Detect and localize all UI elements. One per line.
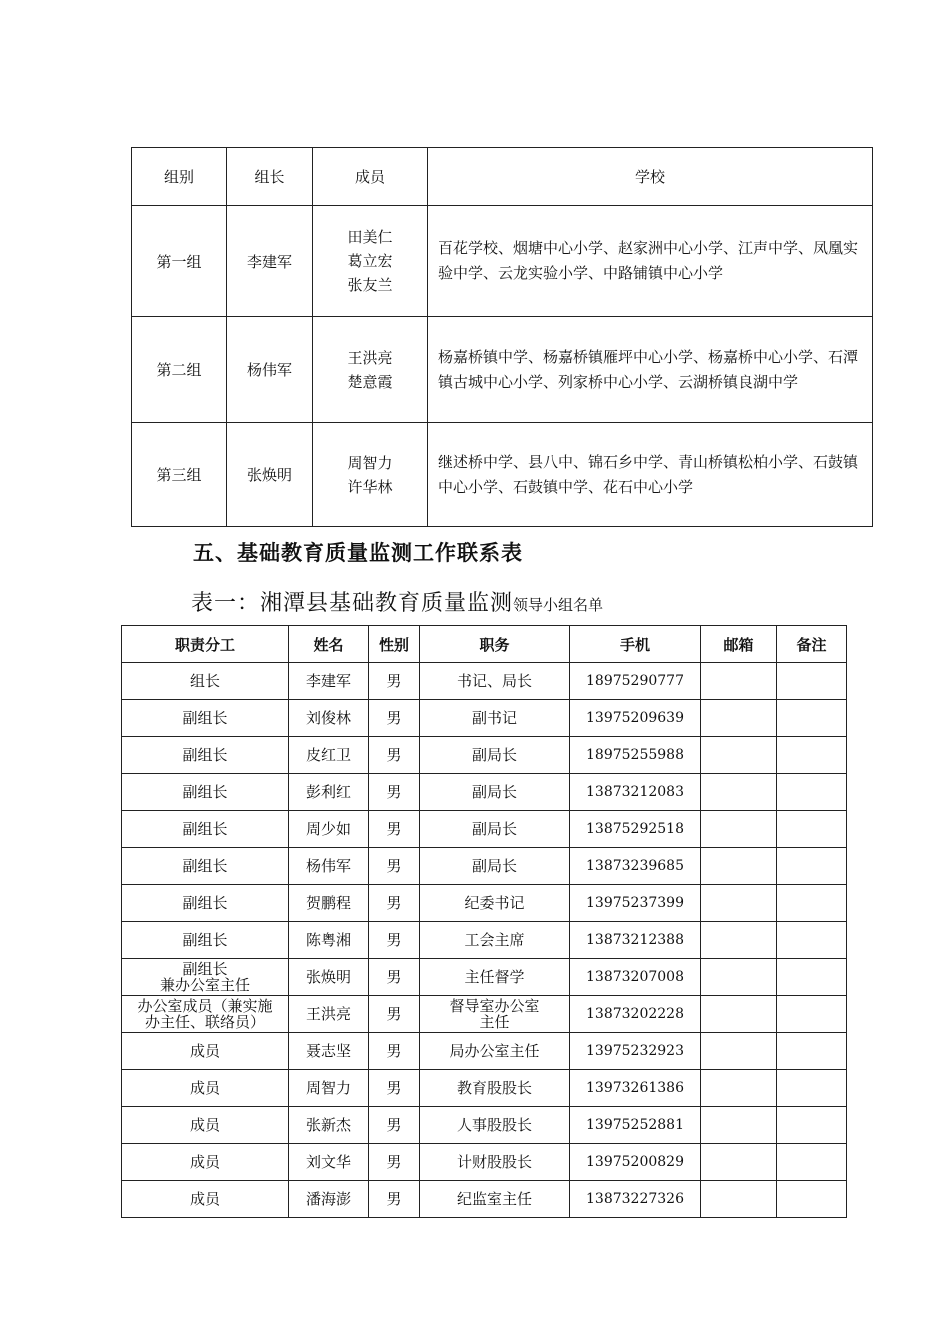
leader-cell: 张焕明 <box>227 423 313 527</box>
note-cell <box>777 1181 847 1218</box>
title-cell <box>420 922 570 959</box>
role-cell-line: 成员 <box>189 1079 220 1097</box>
phone-cell: 13975209639 <box>570 700 701 737</box>
table-caption-suffix: 领导小组名单 <box>513 596 604 614</box>
role-cell-line: 副组长 <box>182 894 228 912</box>
phone-cell: 13873202228 <box>570 996 701 1033</box>
table-row <box>132 423 873 527</box>
phone-cell: 13975200829 <box>570 1144 701 1181</box>
role-cell-line: 副组长 <box>182 783 228 801</box>
note-cell <box>777 663 847 700</box>
table-row <box>122 1144 847 1181</box>
name-cell: 张新杰 <box>289 1107 369 1144</box>
group-assignment-table <box>131 147 873 527</box>
table-row <box>122 922 847 959</box>
gender-cell: 男 <box>369 922 420 959</box>
email-cell <box>701 1070 777 1107</box>
table-row <box>132 317 873 423</box>
role-cell <box>122 737 289 774</box>
role-cell-line: 副组长 <box>182 709 228 727</box>
gender-cell: 男 <box>369 1070 420 1107</box>
role-cell-line: 成员 <box>189 1153 220 1171</box>
phone-cell: 13873212388 <box>570 922 701 959</box>
title-cell-line: 主任 <box>479 1013 510 1031</box>
role-cell <box>122 885 289 922</box>
email-cell <box>701 737 777 774</box>
role-cell-line: 副组长 <box>182 960 228 978</box>
role-cell-line: 办公室成员（兼实施 <box>137 997 273 1015</box>
table-row <box>122 848 847 885</box>
title-cell <box>420 1033 570 1070</box>
note-cell <box>777 1107 847 1144</box>
email-cell <box>701 774 777 811</box>
title-cell <box>420 700 570 737</box>
note-cell <box>777 848 847 885</box>
role-cell <box>122 959 289 996</box>
note-cell <box>777 1033 847 1070</box>
header-group: 组别 <box>132 148 227 206</box>
leader-cell: 李建军 <box>227 206 313 317</box>
role-cell-line: 副组长 <box>182 857 228 875</box>
title-cell <box>420 774 570 811</box>
title-cell <box>420 1181 570 1218</box>
role-cell-line: 副组长 <box>182 931 228 949</box>
gender-cell: 男 <box>369 959 420 996</box>
role-cell <box>122 663 289 700</box>
role-cell-line: 成员 <box>189 1116 220 1134</box>
phone-cell: 18975290777 <box>570 663 701 700</box>
title-cell <box>420 996 570 1033</box>
schools-cell: 百花学校、烟塘中心小学、赵家洲中心小学、江声中学、凤凰实验中学、云龙实验小学、中路铺镇中心小学 <box>428 206 873 317</box>
title-cell <box>420 811 570 848</box>
role-cell-line: 成员 <box>189 1042 220 1060</box>
table-caption <box>191 586 603 617</box>
name-cell: 王洪亮 <box>289 996 369 1033</box>
header-note: 备注 <box>777 626 847 663</box>
table-header-row <box>132 148 873 206</box>
title-cell <box>420 663 570 700</box>
phone-cell: 13873212083 <box>570 774 701 811</box>
table-row <box>122 700 847 737</box>
name-cell: 潘海澎 <box>289 1181 369 1218</box>
title-cell-line: 督导室办公室 <box>449 997 540 1015</box>
phone-cell: 13975252881 <box>570 1107 701 1144</box>
title-cell-line: 副局长 <box>471 783 517 801</box>
table-row <box>122 996 847 1033</box>
table-row <box>122 811 847 848</box>
role-cell-line: 副组长 <box>182 746 228 764</box>
gender-cell: 男 <box>369 1144 420 1181</box>
phone-cell: 13975232923 <box>570 1033 701 1070</box>
note-cell <box>777 811 847 848</box>
members-cell <box>313 206 428 317</box>
table-row <box>122 959 847 996</box>
note-cell <box>777 959 847 996</box>
table-row <box>122 885 847 922</box>
members-cell <box>313 423 428 527</box>
header-title: 职务 <box>420 626 570 663</box>
member-name: 王洪亮 <box>347 348 393 367</box>
email-cell <box>701 663 777 700</box>
phone-cell: 13973261386 <box>570 1070 701 1107</box>
title-cell-line: 纪监室主任 <box>456 1190 532 1208</box>
name-cell: 周智力 <box>289 1070 369 1107</box>
title-cell <box>420 848 570 885</box>
email-cell <box>701 885 777 922</box>
role-cell-line: 兼办公室主任 <box>159 976 250 994</box>
role-cell-line: 成员 <box>189 1190 220 1208</box>
email-cell <box>701 1107 777 1144</box>
table-row <box>122 1107 847 1144</box>
title-cell-line: 教育股股长 <box>456 1079 532 1097</box>
phone-cell: 13875292518 <box>570 811 701 848</box>
section-heading: 五、基础教育质量监测工作联系表 <box>193 541 523 565</box>
table-row <box>122 774 847 811</box>
role-cell <box>122 1033 289 1070</box>
header-members: 成员 <box>313 148 428 206</box>
role-cell-line: 副组长 <box>182 820 228 838</box>
table-row <box>122 1181 847 1218</box>
email-cell <box>701 922 777 959</box>
title-cell <box>420 1144 570 1181</box>
gender-cell: 男 <box>369 1033 420 1070</box>
role-cell <box>122 774 289 811</box>
table-row <box>122 737 847 774</box>
group-cell: 第二组 <box>132 317 227 423</box>
phone-cell: 18975255988 <box>570 737 701 774</box>
note-cell <box>777 996 847 1033</box>
schools-cell: 继述桥中学、县八中、锦石乡中学、青山桥镇松柏小学、石鼓镇中心小学、石鼓镇中学、花石中心小学 <box>428 423 873 527</box>
phone-cell: 13873239685 <box>570 848 701 885</box>
role-cell <box>122 996 289 1033</box>
role-cell <box>122 811 289 848</box>
role-cell <box>122 1070 289 1107</box>
note-cell <box>777 1070 847 1107</box>
name-cell: 张焕明 <box>289 959 369 996</box>
title-cell-line: 计财股股长 <box>456 1153 532 1171</box>
members-cell <box>313 317 428 423</box>
member-name: 楚意霞 <box>347 372 393 391</box>
name-cell: 聂志坚 <box>289 1033 369 1070</box>
leadership-contact-table <box>121 625 847 1218</box>
gender-cell: 男 <box>369 996 420 1033</box>
title-cell-line: 书记、局长 <box>456 672 532 690</box>
header-schools: 学校 <box>428 148 873 206</box>
name-cell: 刘文华 <box>289 1144 369 1181</box>
note-cell <box>777 700 847 737</box>
name-cell: 周少如 <box>289 811 369 848</box>
header-name: 姓名 <box>289 626 369 663</box>
member-name: 张友兰 <box>347 276 393 294</box>
title-cell-line: 纪委书记 <box>464 894 525 912</box>
header-email: 邮箱 <box>701 626 777 663</box>
note-cell <box>777 885 847 922</box>
email-cell <box>701 1033 777 1070</box>
leaders-table-body <box>122 663 847 1218</box>
gender-cell: 男 <box>369 700 420 737</box>
member-name: 葛立宏 <box>347 252 393 270</box>
role-cell <box>122 922 289 959</box>
member-name: 许华林 <box>347 477 393 496</box>
title-cell-line: 工会主席 <box>464 931 525 949</box>
gender-cell: 男 <box>369 737 420 774</box>
leader-cell: 杨伟军 <box>227 317 313 423</box>
table-header-row <box>122 626 847 663</box>
name-cell: 皮红卫 <box>289 737 369 774</box>
name-cell: 杨伟军 <box>289 848 369 885</box>
member-name: 周智力 <box>347 453 393 472</box>
name-cell: 陈粤湘 <box>289 922 369 959</box>
name-cell: 刘俊林 <box>289 700 369 737</box>
table-row <box>122 663 847 700</box>
title-cell <box>420 885 570 922</box>
table-row <box>122 1070 847 1107</box>
gender-cell: 男 <box>369 1181 420 1218</box>
header-gender: 性别 <box>369 626 420 663</box>
note-cell <box>777 1144 847 1181</box>
phone-cell: 13873227326 <box>570 1181 701 1218</box>
table-row <box>132 206 873 317</box>
title-cell-line: 副局长 <box>471 857 517 875</box>
member-name: 田美仁 <box>347 228 393 246</box>
email-cell <box>701 959 777 996</box>
role-cell <box>122 1107 289 1144</box>
name-cell: 彭利红 <box>289 774 369 811</box>
title-cell-line: 人事股股长 <box>456 1116 532 1134</box>
schools-cell: 杨嘉桥镇中学、杨嘉桥镇雁坪中心小学、杨嘉桥中心小学、石潭镇古城中心小学、列家桥中心小学、云湖桥镇良湖中学 <box>428 317 873 423</box>
title-cell <box>420 737 570 774</box>
title-cell-line: 副局长 <box>471 746 517 764</box>
role-cell <box>122 700 289 737</box>
title-cell-line: 副书记 <box>471 709 517 727</box>
email-cell <box>701 848 777 885</box>
role-cell-line: 组长 <box>189 672 220 690</box>
gender-cell: 男 <box>369 848 420 885</box>
role-cell <box>122 848 289 885</box>
note-cell <box>777 774 847 811</box>
name-cell: 李建军 <box>289 663 369 700</box>
group-cell: 第三组 <box>132 423 227 527</box>
header-leader: 组长 <box>227 148 313 206</box>
gender-cell: 男 <box>369 811 420 848</box>
email-cell <box>701 700 777 737</box>
gender-cell: 男 <box>369 663 420 700</box>
title-cell-line: 局办公室主任 <box>449 1042 540 1060</box>
gender-cell: 男 <box>369 774 420 811</box>
phone-cell: 13873207008 <box>570 959 701 996</box>
email-cell <box>701 811 777 848</box>
role-cell <box>122 1144 289 1181</box>
role-cell-line: 办主任、联络员） <box>144 1013 265 1031</box>
header-role: 职责分工 <box>122 626 289 663</box>
table-caption-main: 表一：湘潭县基础教育质量监测 <box>191 591 514 616</box>
title-cell <box>420 1070 570 1107</box>
group-cell: 第一组 <box>132 206 227 317</box>
title-cell <box>420 1107 570 1144</box>
name-cell: 贺鹏程 <box>289 885 369 922</box>
title-cell-line: 主任督学 <box>464 968 525 986</box>
phone-cell: 13975237399 <box>570 885 701 922</box>
gender-cell: 男 <box>369 1107 420 1144</box>
note-cell <box>777 737 847 774</box>
role-cell <box>122 1181 289 1218</box>
email-cell <box>701 1144 777 1181</box>
note-cell <box>777 922 847 959</box>
gender-cell: 男 <box>369 885 420 922</box>
table-row <box>122 1033 847 1070</box>
email-cell <box>701 996 777 1033</box>
header-phone: 手机 <box>570 626 701 663</box>
title-cell-line: 副局长 <box>471 820 517 838</box>
title-cell <box>420 959 570 996</box>
email-cell <box>701 1181 777 1218</box>
